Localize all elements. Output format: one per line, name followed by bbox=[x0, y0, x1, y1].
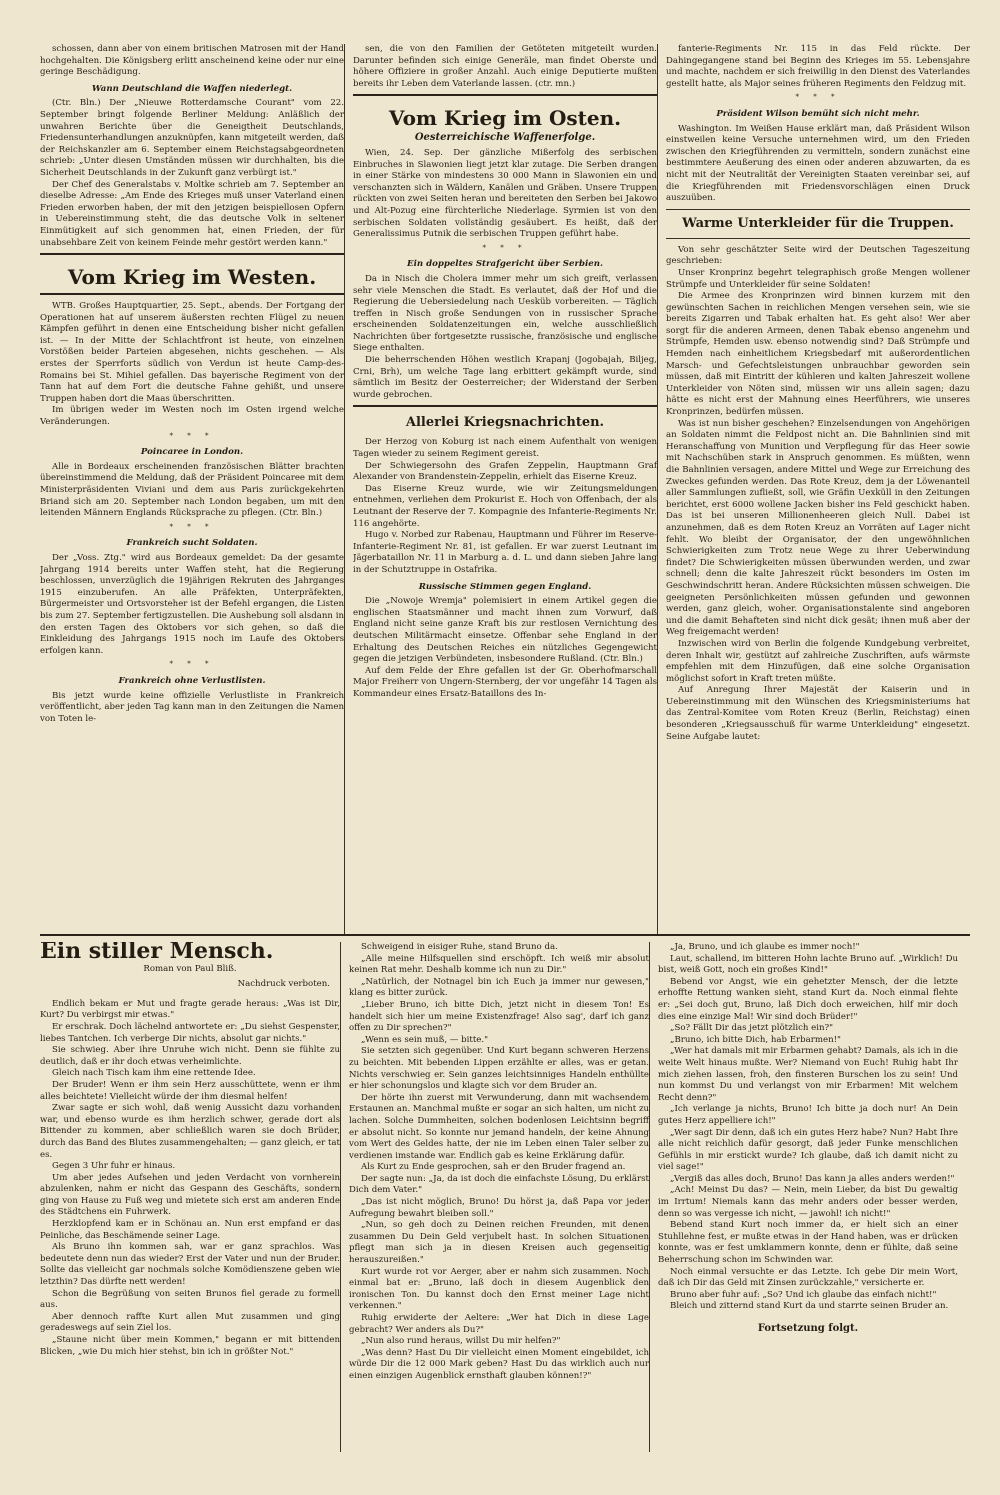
novel-paragraph: „Ich verlange ja nichts, Bruno! Ich bitte ja doch nur! An Dein gutes Herz appelliere ich!" bbox=[658, 1104, 958, 1126]
novel-section bbox=[40, 934, 970, 1452]
novel-paragraph: Bruno aber fuhr auf: „So? Und ich glaube das einfach nicht!" bbox=[670, 1289, 937, 1300]
paragraph: Die Armee des Kronprinzen wird binnen kurzem mit den gewünschten Sachen in reichlichen Mengen versehen sein, wie sie bereits Zigarren und Tabak erhalten hat. Es geht also! Wer aber sorgt für die anderen Armeen, denen Tabak ebenso angenehm und Strümpfe, Hemden usw. ebenso notwendig sind? Daß Strümpfe und Hemden nach einheitlichem Kriegsbedarf mit außerordentlichen Marsch- und Gefechtsleistungen unbrauchbar geworden sein müssen, daß mit Eintritt der kühleren und kalten Jahreszeit wollene Unterkleider von Nöten sind, müssen wir uns allein sagen; dazu hätte es nicht erst der Mahnung eines Heerführers, wie unseres Kronprinzen, bedürfen müssen. bbox=[666, 291, 970, 418]
paragraph: Inzwischen wird von Berlin die folgende Kundgebung verbreitet, deren Inhalt wir, gestützt auf zahlreiche Zuschriften, aufs wärmste empfehlen mit dem Hinzufügen, daß eine solche Organisation möglichst sofort in Kraft treten müßte. bbox=[666, 638, 970, 684]
novel-paragraph: „Lieber Bruno, ich bitte Dich, jetzt nicht in diesem Ton! Es handelt sich hier um meine Existenzfrage! Also sag', darf ich ganz offen zu Dir sprechen?" bbox=[349, 999, 649, 1034]
paragraph: Wien, 24. Sep. Der gänzliche Mißerfolg des serbischen Einbruches in Slawonien liegt jetzt klar zutage. Die Serben drangen in einer Stärke von mindestens 30 000 Mann in Slawonien ein und verschanzten sich in Wäldern, Kanälen und Gräben. Unsere Truppen rückten von zwei Seiten heran und bereiteten den Serben bei Jakowo und Alt-Pozug eine fürchterliche Niederlage. Syrmien ist von den serbischen Soldaten vollständig gesäubert. Es heißt, daß der Generalissimus Putnik die serbischen Truppen geführt habe. bbox=[353, 147, 657, 240]
column-rule bbox=[344, 44, 345, 934]
paragraph: Das Eiserne Kreuz wurde, wie wir Zeitungsmeldungen entnehmen, verliehen dem Prokurist E. Hoch von Offenbach, der als Leutnant der Reserve der 7. Kompagnie des Infanterie-Regiments Nr. 116 angehörte. bbox=[353, 483, 657, 529]
novel-paragraph: „Das ist nicht möglich, Bruno! Du hörst ja, daß Papa vor jeder Aufregung bewahrt bleiben soll." bbox=[349, 1197, 649, 1219]
paragraph: Was ist nun bisher geschehen? Einzelsendungen von Angehörigen an Soldaten nimmt die Feldpost nicht an. Die Bahnlinien sind mit Heranschaffung von Munition und Verpflegung für das Heer sowie mit Nachschüben stark in Anspruch genommen. Es müßten, wenn die Bahnlinien versagen, andere Mittel und Wege zur Erreichung des Zweckes gefunden werden. Das Rote Kreuz, dem ja der Löwenanteil aller Sammlungen zufließt, soll, wie Gräfin Uexküll in den Zeitungen berichtet, erst 6000 wollene Jacken bisher ins Feld geschickt haben. Das ist bei unseren Millionenheeren gleich Null. Dabei ist anzunehmen, daß es dem Roten Kreuz an Vorräten auf Lager nicht fehlt. Wo bleibt der Organisator, der den ungewöhnlichen Schwierigkeiten zum Trotz neue Wege zu ihrer Ueberwindung findet? Die Schwierigkeiten müssen überwunden werden, und zwar schnell; denn die kalte Jahreszeit rückt besonders im Osten im Geschwindschritt heran. Andere Rücksichten müssen schweigen. Die geeigneten Persönlichkeiten müssen gefunden und gewonnen werden, ganz gleich, woher. Organisationstalente sind angeboren und die damit Behafteten sind nicht dick gesät; ihnen muß aber der Weg freigemacht werden! bbox=[666, 418, 970, 638]
novel-paragraph: „Wer sagt Dir denn, daß ich ein gutes Herz habe? Nun? Habt Ihre alle nicht reichlich dafür gesorgt, daß jeder Funke menschlichen Gefühls in mir erstickt wurde? Ich glaube, daß ich damit nicht zu viel sage!" bbox=[658, 1127, 958, 1173]
novel-paragraph: Bebend vor Angst, wie ein gehetzter Mensch, der die letzte erhoffte Rettung wanken sieht, stand Kurt da. Noch einmal flehte er: „Sei doch gut, Bruno, laß Dich doch erweichen, hilf mir doch dies eine einzige Mal! Wir sind doch Brüder!" bbox=[658, 976, 958, 1022]
novel-paragraph: Um aber jedes Aufsehen und jeden Verdacht von vornherein abzulenken, nahm er nicht das Gespann des Geschäfts, sondern ging von Hause zu Fuß weg und mietete sich erst am anderen Ende des Städtchens ein Fuhrwerk. bbox=[40, 1172, 340, 1218]
novel-title: Ein stiller Mensch. bbox=[40, 942, 274, 964]
paragraph: schossen, dann aber von einem britischen Matrosen mit der Hand hochgehalten. Die Königsberg erlitt anscheinend keine oder nur eine geringe Beschädigung. bbox=[40, 44, 344, 78]
novel-paragraph: „Ja, Bruno, und ich glaube es immer noch!" bbox=[670, 942, 860, 952]
column-rule bbox=[340, 942, 341, 1452]
paragraph: Auf dem Felde der Ehre gefallen ist der Gr. Oberhofmarschall Major Freiherr von Ungern-Sternberg, der vor ungefähr 14 Tagen als Kommandeur eines Ersatz-Bataillons des In- bbox=[353, 665, 657, 699]
paragraph: fanterie-Regiments Nr. 115 in das Feld rückte. Der Dahingegangene stand bei Beginn des Krieges im 55. Lebensjahre und machte, nachdem er sich freiwillig in den Dienst des Vaterlandes gestellt hatte, als Major seines früheren Regiments den Feldzug mit. bbox=[666, 44, 970, 89]
separator-stars: * * * bbox=[169, 660, 215, 669]
paragraph: Bis jetzt wurde keine offizielle Verlustliste in Frankreich veröffentlicht, aber jeden Tag kann man in den Zeitungen die Namen von Toten le- bbox=[40, 690, 344, 724]
paragraph: sen, die von den Familien der Getöteten mitgeteilt wurden. Darunter befinden sich einige Generäle, man findet Oberste und höhere Offiziere in großer Anzahl. Auch einige Deputierte mußten bereits ihr Leben dem Vaterlande lassen. (ctr. mn.) bbox=[353, 44, 657, 89]
paragraph: Hugo v. Norbed zur Rabenau, Hauptmann und Führer im Reserve-Infanterie-Regiment Nr. 81, ist gefallen. Er war zuerst Leutnant im Jägerbataillon Nr. 11 in Marburg a. d. L. und dann sieben Jahre lang in der Schutztruppe in Ostafrika. bbox=[353, 530, 657, 575]
headline-loss-lists: Frankreich ohne Verlustlisten. bbox=[118, 675, 266, 686]
novel-column-2 bbox=[349, 942, 649, 1452]
novel-paragraph: Als Kurt zu Ende gesprochen, sah er den Bruder fragend an. bbox=[361, 1162, 626, 1173]
paragraph: Auf Anregung Ihrer Majestät der Kaiserin und in Uebereinstimmung mit den Wünschen des Kriegsministeriums hat das Zentral-Komitee vom Roten Kreuz (Berlin, Reichstag) einen besonderen „Kriegsausschuß für warme Unterkleidung" eingesetzt. Seine Aufgabe lautet: bbox=[666, 685, 970, 742]
headline-france-soldiers: Frankreich sucht Soldaten. bbox=[126, 538, 258, 549]
novel-author: Roman von Paul Bliß. bbox=[143, 963, 237, 974]
novel-paragraph: „Staune nicht über mein Kommen," begann er mit bittenden Blicken, „wie Du mich hier stehst, bin ich in größter Not." bbox=[40, 1335, 340, 1357]
separator-stars: * * * bbox=[169, 431, 215, 440]
headline-war-east: Vom Krieg im Osten. bbox=[388, 106, 622, 131]
novel-paragraph: Schweigend in eisiger Ruhe, stand Bruno da. bbox=[361, 942, 558, 952]
to-be-continued: Fortsetzung folgt. bbox=[757, 1323, 859, 1334]
novel-paragraph: „Ach! Meinst Du das? — Nein, mein Lieber, da bist Du gewaltig im Irrtum! Niemals kann das mehr anders oder besser werden, denn so was vergesse ich nicht, — jawohl! ich nicht!" bbox=[658, 1185, 958, 1219]
novel-paragraph: Gegen 3 Uhr fuhr er hinaus. bbox=[52, 1161, 176, 1172]
headline-wilson: Präsident Wilson bemüht sich nicht mehr. bbox=[716, 108, 920, 119]
column-rule bbox=[649, 942, 650, 1452]
headline-russian-voices: Russische Stimmen gegen England. bbox=[418, 581, 592, 592]
subheadline-austria: Oesterreichische Waffenerfolge. bbox=[414, 132, 596, 144]
novel-paragraph: Gleich nach Tisch kam ihm eine rettende Idee. bbox=[52, 1068, 256, 1079]
paragraph: Da in Nisch die Cholera immer mehr um sich greift, verlassen sehr viele Menschen die Stadt. Es verlautet, daß der Hof und die Regierung die Uebersiedelung nach Uesküb vorbereiten. — Täglich treffen in Nisch große Sendungen von in russischer Sprache erscheinenden Soldatenzeitungen ein, welche ausschließlich Nachrichten über fortgesetzte russische, französische und englische Siege enthalten. bbox=[353, 273, 657, 354]
divider bbox=[40, 253, 344, 255]
novel-paragraph: Zwar sagte er sich wohl, daß wenig Aussicht dazu vorhanden war, und ebenso wurde es ihm herzlich schwer, gerade dort als Bittender zu kommen, aber schließlich waren sie doch Brüder, durch das Band des Blutes zusammengehalten; — ganz gleich, er tat es. bbox=[40, 1103, 340, 1160]
novel-paragraph: „Nun, so geh doch zu Deinen reichen Freunden, mit denen zusammen Du Dein Geld verjubelt hast. In solchen Situationen pflegt man sich ja in diesen Kreisen auch gegenseitig herauszureißen." bbox=[349, 1220, 649, 1266]
novel-paragraph: Schon die Begrüßung von seiten Brunos fiel gerade zu formell aus. bbox=[40, 1288, 340, 1311]
novel-paragraph: Er erschrak. Doch lächelnd antwortete er: „Du siehst Gespenster, liebes Tantchen. Ich verberge Dir nichts, absolut gar nichts." bbox=[40, 1021, 340, 1044]
novel-paragraph: Noch einmal versuchte er das Letzte. Ich gebe Dir mein Wort, daß ich Dir das Geld mit Zinsen zurückzahle," versicherte er. bbox=[658, 1266, 958, 1289]
separator-stars: * * * bbox=[795, 93, 841, 102]
headline-disarm: Wann Deutschland die Waffen niederlegt. bbox=[91, 83, 293, 94]
novel-paragraph: Der Bruder! Wenn er ihm sein Herz ausschüttete, wenn er ihm alles beichtete! Vielleicht würde der ihm diesmal helfen! bbox=[40, 1079, 340, 1102]
separator-stars: * * * bbox=[482, 243, 528, 252]
paragraph: Die beherrschenden Höhen westlich Krapanj (Jogobajah, Biljeg, Crni, Brh), um welche Tage lang erbittert gekämpft wurde, sind sämtlich im Besitz der Oesterreicher; der Widerstand der Serben wurde gebrochen. bbox=[353, 355, 657, 400]
news-column-2 bbox=[353, 44, 657, 934]
paragraph: Von sehr geschätzter Seite wird der Deutschen Tageszeitung geschrieben: bbox=[666, 244, 970, 267]
novel-paragraph: Ruhig erwiderte der Aeltere: „Wer hat Dich in diese Lage gebracht? Wer anders als Du?" bbox=[349, 1313, 649, 1335]
novel-column-3 bbox=[658, 942, 958, 1452]
novel-paragraph: Aber dennoch raffte Kurt allen Mut zusammen und ging geradeswegs auf sein Ziel los. bbox=[40, 1311, 340, 1334]
novel-paragraph: „Bruno, ich bitte Dich, hab Erbarmen!" bbox=[670, 1034, 842, 1045]
novel-column-1 bbox=[40, 942, 340, 1452]
reprint-notice: Nachdruck verboten. bbox=[237, 979, 330, 990]
novel-paragraph: Herzklopfend kam er in Schönau an. Nun erst empfand er das Peinliche, das Beschämende seiner Lage. bbox=[40, 1219, 340, 1241]
paragraph: Der „Voss. Ztg." wird aus Bordeaux gemeldet: Da der gesamte Jahrgang 1914 bereits unter Waffen steht, hat die Regierung beschlossen, unverzüglich die 19jährigen Rekruten des Jahrganges 1915 einzuberufen. An alle Präfekten, Unterpräfekten, Bürgermeister und Ortsvorsteher ist der Befehl ergangen, die Listen bis zum 27. September fertigzustellen. Die Aushebung soll alsdann in den ersten Tagen des Oktobers vor sich gehen, so daß die Einkleidung des Jahrgangs 1915 noch im Laufe des Oktobers erfolgen kann. bbox=[40, 552, 344, 656]
novel-paragraph: Als Bruno ihn kommen sah, war er ganz sprachlos. Was bedeutete denn nun das wieder? Erst der Vater und nun der Bruder. Sollte das vielleicht gar nochmals solche Komödienszene geben wie letzthin? Das dürfte nett werden! bbox=[40, 1242, 340, 1288]
paragraph: Im übrigen weder im Westen noch im Osten irgend welche Veränderungen. bbox=[40, 405, 344, 428]
headline-serbia: Ein doppeltes Strafgericht über Serbien. bbox=[407, 259, 603, 270]
novel-paragraph: Bebend stand Kurt noch immer da, er hielt sich an einer Stuhllehne fest, er mußte etwas in der Hand haben, was er drücken konnte, was er fest umklammern konnte, denn er fühlte, daß seine Beherrschung schon im Schwinden war. bbox=[658, 1220, 958, 1266]
paragraph: Die „Nowoje Wremja" polemisiert in einem Artikel gegen die englischen Staatsmänner und macht ihnen zum Vorwurf, daß England nicht seine ganze Kraft bis zur restlosen Vernichtung des deutschen Militärmacht einsetze. Offenbar sehe England in der Erhaltung des Deutschen Reiches ein nützliches Gegengewicht gegen die jetzigen Verbündeten, insbesondere Rußland. (Ctr. Bln.) bbox=[353, 596, 657, 665]
divider bbox=[353, 405, 657, 407]
novel-paragraph: Bleich und zitternd stand Kurt da und starrte seinen Bruder an. bbox=[670, 1301, 949, 1312]
novel-paragraph: „Alle meine Hilfsquellen sind erschöpft. Ich weiß mir absolut keinen Rat mehr. Deshalb komme ich nun zu Dir." bbox=[349, 953, 649, 976]
paragraph: Alle in Bordeaux erscheinenden französischen Blätter brachten übereinstimmend die Meldung, daß der Präsident Poincaree mit dem Ministerpräsidenten Viviani und dem aus Paris zurückgekehrten Briand sich am 20. September nach London begaben, um mit den leitenden Männern Englands Rücksprache zu pflegen. (Ctr. Bln.) bbox=[40, 461, 344, 519]
paragraph: (Ctr. Bln.) Der „Nieuwe Rotterdamsche Courant" vom 22. September bringt folgende Berliner Meldung: Anläßlich der unwahren Berichte über die Geneigtheit Deutschlands, Friedensunterhandlungen anzuknüpfen, kann mitgeteilt werden, daß der Reichskanzler am 6. September einem Reichstagsabgeordneten schrieb: „Unter diesen Umständen müssen wir durchhalten, bis die Sicherheit Deutschlands in der Zukunft ganz verbürgt ist." bbox=[40, 98, 344, 178]
headline-warm-clothes: Warme Unterkleider für die Truppen. bbox=[682, 215, 954, 231]
paragraph: Washington. Im Weißen Hause erklärt man, daß Präsident Wilson einstweilen keine Versuche unternehmen wird, um den Frieden zwischen den Kriegführenden zu vermitteln, sondern zunächst eine bestimmtere Aeußerung des einen oder anderen abzuwarten, da es nicht mit der Neutralität der Vereinigten Staaten vereinbar sei, auf die Kriegführenden mit Friedensvorschlägen einen Druck auszuüben. bbox=[666, 123, 970, 204]
divider bbox=[353, 94, 657, 96]
headline-war-news: Allerlei Kriegsnachrichten. bbox=[405, 415, 605, 431]
novel-paragraph: „Was denn? Hast Du Dir vielleicht einen Moment eingebildet, ich würde Dir die 12 000 Mark geben? Hast Du das wirklich auch nur einen einzigen Augenblick ernsthaft glauben können!?" bbox=[349, 1347, 649, 1381]
separator-stars: * * * bbox=[169, 522, 215, 531]
column-rule bbox=[657, 44, 658, 934]
novel-paragraph: „Wenn es sein muß, — bitte." bbox=[361, 1034, 489, 1045]
paragraph: Der Chef des Generalstabs v. Moltke schrieb am 7. September an dieselbe Adresse: „Am Ende des Krieges muß unser Vaterland einen Frieden erworben haben, der mit den jetzigen beispiellosen Opfern in Uebereinstimmung steht, die das deutsche Volk in seltener Einmütigkeit auf sich genommen hat, einen Frieden, der für unabsehbare Zeit von keinem Feinde mehr gestört werden kann." bbox=[40, 179, 344, 248]
paragraph: Der Schwiegersohn des Grafen Zeppelin, Hauptmann Graf Alexander von Brandenstein-Zeppelin, erhielt das Eiserne Kreuz. bbox=[353, 460, 657, 483]
novel-paragraph: Laut, schallend, im bitteren Hohn lachte Bruno auf. „Wirklich! Du bist, weiß Gott, noch ein großes Kind!" bbox=[658, 953, 958, 976]
paragraph: Unser Kronprinz begehrt telegraphisch große Mengen wollener Strümpfe und Unterkleider für seine Soldaten! bbox=[666, 267, 970, 290]
paragraph: Der Herzog von Koburg ist nach einem Aufenthalt von wenigen Tagen wieder zu seinem Regiment gereist. bbox=[353, 437, 657, 460]
novel-paragraph: „Nun also rund heraus, willst Du mir helfen?" bbox=[361, 1336, 561, 1347]
divider bbox=[40, 293, 344, 295]
novel-paragraph: „So? Fällt Dir das jetzt plötzlich ein?" bbox=[670, 1023, 834, 1034]
novel-paragraph: Der sagte nun: „Ja, da ist doch die einfachste Lösung, Du erklärst Dich dem Vater." bbox=[349, 1173, 649, 1196]
novel-paragraph: „Wer hat damals mit mir Erbarmen gehabt? Damals, als ich in die weite Welt hinaus mußte. Wer? Niemand von Euch! Ruhig habt Ihr mich ziehen lassen, froh, den finsteren Burschen los zu sein! Und nun kommst Du und verlangst von mir Erbarmen! Mit welchem Recht denn?" bbox=[658, 1046, 958, 1103]
novel-paragraph: Der hörte ihn zuerst mit Verwunderung, dann mit wachsendem Erstaunen an. Manchmal mußte er sogar an sich halten, um nicht zu lachen. Solche Dummheiten, solchen bodenlosen Leichtsinn begriff er absolut nicht. So konnte nur jemand handeln, der keine Ahnung vom Wert des Geldes hatte, der nie im Leben einen Taler selber zu verdienen imstande war. Endlich gab es keine Erklärung dafür. bbox=[349, 1092, 649, 1161]
news-column-1 bbox=[40, 44, 344, 934]
novel-paragraph: Sie setzten sich gegenüber. Und Kurt begann schweren Herzens zu beichten. Mit bebenden Lippen erzählte er alles, was er getan. Nichts verschwieg er. Sein ganzes leichtsinniges Handeln enthüllte er hier schonungslos und klagte sich vor dem Bruder an. bbox=[349, 1046, 649, 1092]
novel-paragraph: Sie schwieg. Aber ihre Unruhe wich nicht. Denn sie fühlte zu deutlich, daß er ihr doch etwas verheimlichte. bbox=[40, 1045, 340, 1067]
novel-paragraph: „Natürlich, der Notnagel bin ich Euch ja immer nur gewesen," klang es bitter zurück. bbox=[349, 976, 649, 999]
novel-paragraph: Endlich bekam er Mut und fragte gerade heraus: „Was ist Dir, Kurt? Du verbirgst mir etwas." bbox=[40, 998, 340, 1021]
headline-poincaree: Poincaree in London. bbox=[140, 447, 244, 458]
paragraph: WTB. Großes Hauptquartier, 25. Sept., abends. Der Fortgang der Operationen hat auf unserem äußersten rechten Flügel zu neuen Kämpfen geführt in denen eine Entscheidung bisher nicht gefallen ist. — In der Mitte der Schlachtfront ist heute, von einzelnen Vorstößen beider Parteien abgesehen, nichts geschehen. — Als erstes der Sperrforts südlich von Verdun ist heute Camp-des-Romains bei St. Mihiel gefallen. Das bayerische Regiment von der Tann hat auf dem Fort die deutsche Fahne gehißt, und unsere Truppen haben dort die Maas überschritten. bbox=[40, 301, 344, 404]
headline-box bbox=[666, 209, 970, 239]
novel-paragraph: „Vergiß das alles doch, Bruno! Das kann ja alles anders werden!" bbox=[670, 1173, 955, 1184]
novel-paragraph: Kurt wurde rot vor Aerger, aber er nahm sich zusammen. Noch einmal bat er: „Bruno, laß doch in diesem Augenblick den ironischen Ton. Du kannst doch den Ernst meiner Lage nicht verkennen." bbox=[349, 1266, 649, 1312]
news-section bbox=[40, 44, 970, 934]
headline-war-west: Vom Krieg im Westen. bbox=[67, 265, 317, 290]
news-column-3 bbox=[666, 44, 970, 934]
